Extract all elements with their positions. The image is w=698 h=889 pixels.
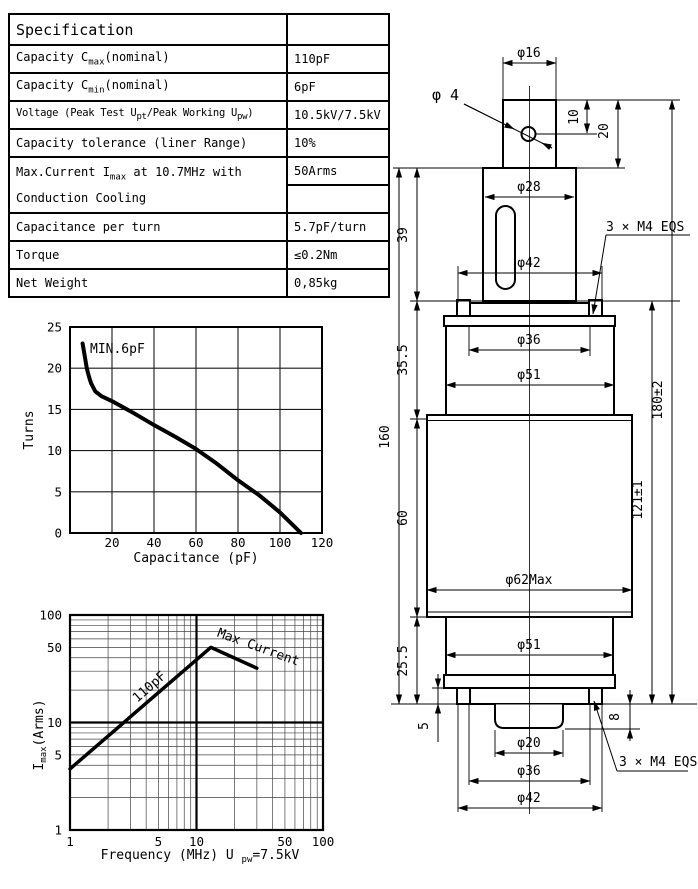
x-tick-label: 40 <box>146 535 162 550</box>
m4-label-top: 3 × M4 EQS <box>606 220 685 235</box>
dim-label-phi62: φ62Max <box>505 573 553 588</box>
row-label: Capacity $C_{min}(nominal)$ <box>9 73 287 101</box>
row-label-line1: Max.Current $I_{max}$ at 10.7MHz with <box>16 165 242 183</box>
y-tick-label: 100 <box>39 607 62 623</box>
turns-axis-label: Turns <box>22 410 37 450</box>
bottom-recess <box>495 704 563 728</box>
m4-screw <box>457 300 470 316</box>
m4-screw <box>589 688 602 704</box>
dim-label-8: 8 <box>608 713 623 721</box>
x-tick-label: 60 <box>188 535 204 550</box>
row-label: Capacity tolerance (liner Range) <box>9 129 287 157</box>
dim-label-phi16: φ16 <box>517 46 541 61</box>
lower-flange <box>458 688 602 704</box>
dim-label-phi36-top: φ36 <box>517 333 541 348</box>
dim-label-phi36-bottom: φ36 <box>517 764 541 779</box>
max-current-curve <box>70 647 257 769</box>
dim-label-phi4: φ 4 <box>432 86 460 104</box>
m4-screw <box>589 300 602 316</box>
y-tick-label: 25 <box>46 319 62 335</box>
m4-screw <box>457 688 470 704</box>
x-tick-label: 5 <box>154 834 163 849</box>
dim-label-phi42-bottom: φ42 <box>517 791 541 806</box>
y-tick-label: 0 <box>54 525 62 541</box>
x-tick-label: 100 <box>311 834 335 849</box>
dim-label-25-5: 25.5 <box>396 645 411 677</box>
x-tick-label: 80 <box>230 535 246 550</box>
capacitance-axis-label: Capacitance (pF) <box>133 551 259 566</box>
dim-label-35-5: 35.5 <box>396 344 411 376</box>
turns-curve <box>83 343 301 533</box>
dim-label-60: 60 <box>396 510 411 526</box>
dim-label-20: 20 <box>597 123 612 139</box>
x-tick-label: 20 <box>104 535 120 550</box>
curve-label-max-current: Max Current <box>215 625 302 670</box>
outline-drawing <box>378 46 697 814</box>
row-value: 10.5kV/7.5kV <box>287 101 389 129</box>
row-label: Capacitance per turn <box>9 213 287 241</box>
curve-label-110pF: 110pF <box>130 668 170 706</box>
row-label: Torque <box>9 241 287 269</box>
y-tick-label: 20 <box>46 360 62 376</box>
row-label-line2: Conduction Cooling <box>16 191 147 205</box>
y-tick-label: 15 <box>46 401 62 417</box>
dim-label-10: 10 <box>567 109 582 125</box>
dim-label-160: 160 <box>378 425 393 449</box>
dim-label-phi51-bottom: φ51 <box>517 638 541 653</box>
chart1-grid <box>70 327 322 533</box>
y-tick-label: 10 <box>46 443 62 459</box>
y-tick-label: 50 <box>46 639 62 655</box>
row-value: 0,85kg <box>287 269 389 297</box>
y-tick-label: 1 <box>54 822 62 838</box>
upper-flange <box>458 303 602 316</box>
x-tick-label: 100 <box>268 535 292 550</box>
min-capacity-annotation: MIN.6pF <box>90 342 145 357</box>
frequency-axis-label: Frequency (MHz) U $_{pw}$=7.5kV <box>100 848 300 865</box>
row-label: Capacity $C_{max}(nominal)$ <box>9 45 287 73</box>
x-tick-label: 50 <box>277 834 293 849</box>
current-frequency-chart <box>39 608 334 850</box>
x-tick-label: 10 <box>188 834 205 849</box>
row-value: ≤0.2Nm <box>287 241 389 269</box>
x-tick-label: 1 <box>66 834 74 849</box>
row-value: 110pF <box>287 45 389 73</box>
housing-slot <box>496 206 515 289</box>
row-value: 6pF <box>287 73 389 101</box>
chart2-tick-labels <box>39 608 334 850</box>
row-value: 10% <box>287 129 389 157</box>
dim-label-phi51-top: φ51 <box>517 368 541 383</box>
dim-label-phi20: φ20 <box>517 736 541 751</box>
row-value: 50Arms <box>287 157 389 185</box>
row-value: 5.7pF/turn <box>287 213 389 241</box>
m4-leader-bottom-arrow <box>594 701 617 771</box>
row-label: Net Weight <box>9 269 287 297</box>
table-title: Specification <box>9 14 287 45</box>
dim-label-phi28: φ28 <box>517 180 541 195</box>
dim-label-121: 121±1 <box>631 480 646 520</box>
m4-label-bottom: 3 × M4 EQS <box>619 755 698 770</box>
y-tick-label: 5 <box>54 484 62 500</box>
dim-label-5: 5 <box>417 722 432 730</box>
dim-label-phi42-top: φ42 <box>517 256 541 271</box>
y-tick-label: 5 <box>54 747 62 763</box>
x-tick-label: 120 <box>310 535 334 550</box>
imax-axis-label: $I_{max}(Arms)$ <box>32 699 49 771</box>
y-tick-label: 10 <box>46 715 62 730</box>
dim-label-39: 39 <box>396 227 411 243</box>
row-label: Voltage (Peak Test $U_{pt}$/Peak Working $U_{pw}$) <box>9 101 287 129</box>
dim-label-180: 180±2 <box>651 380 666 420</box>
